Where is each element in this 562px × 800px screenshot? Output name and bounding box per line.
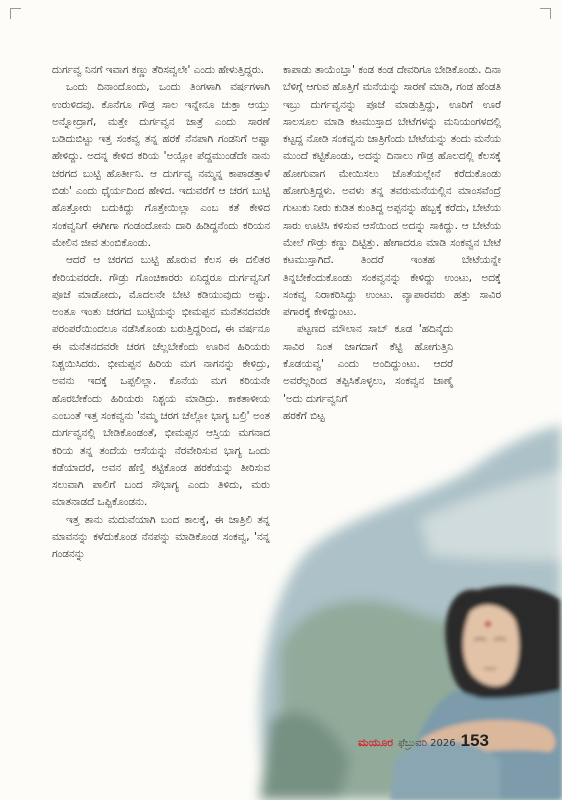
page-footer (358, 731, 489, 751)
paragraph: ಇತ್ತ ತಾನು ಮದುವೆಯಾಗಿ ಬಂದ ಕಾಲಕ್ಕೆ, ಈ ಜಾತ್ರಿಲಿ ತನ್ನ ಮಾವನನ್ನು ಕಳೆದುಕೊಂಡ ನೆನಪನ್ನು ಮಾಡಿಕೊಂಡ ಸಂಕವ್ವ, 'ನನ್ನ ಗಂಡನನ್ನು (52, 513, 270, 561)
paragraph: ಆದರೆ ಆ ಚರಗದ ಬುಟ್ಟಿ ಹೊರುವ ಕೆಲಸ ಈ ದಲಿತರ ಕೇರಿಯವರದೇ. ಗೌಡ್ರು ಗೊಂಚಿಕಾರರು ಏನಿದ್ದರೂ ದುರ್ಗವ್ವನಿಗೆ ಪೂಜೆ ಮಾಡೋದು, ಮೊದಲನೇ ಬೇಟಿ ಕಡಿಯುವುದು ಅಷ್ಟು. ಅಂತೂ ಇಂತು ಚರಗದ ಬುಟ್ಟಿಯನ್ನು ಭೀಮಪ್ಪನ ಮನೆತನದವರೇ ಪರಂಪರೆಯಿಂದಲೂ ನಡೆಸಿಕೊಂಡು ಬರುತ್ತಿದ್ದರಿಂದ, ಈ ವರ್ಷನೂ ಈ ಮನೆತನದವರೇ ಚರಗ ಚೆಲ್ಲಬೇಕೆಂದು ಊರಿನ ಹಿರಿಯರು ನಿಶ್ಚಯಿಸಿದರು. ಭೀಮಪ್ಪನ ಹಿರಿಯ ಮಗ ನಾಗನನ್ನು ಕೇಳಿದ್ರು, ಅವನು ಇದಕ್ಕೆ ಒಪ್ಪಲಿಲ್ಲಾ. ಕೊನೆಯ ಮಗ ಕರಿಯನೇ ಹೊರಬೇಕೆಂದು ಹಿರಿಯರು ನಿಶ್ಚಯ ಮಾಡಿದ್ರು. ಕಾಕತಾಳೀಯ ಎಂಬಂತೆ ಇತ್ತ ಸಂಕವ್ವನು 'ನಮ್ಮ ಚರಗ ಚೆಲ್ಲೋ ಭಾಗ್ಯ ಬಲ್ರಿ' ಅಂತ ದುರ್ಗವ್ವನಲ್ಲಿ ಬೇಡಿಕೊಂಡಂತೆ, ಭೀಮಪ್ಪನ ಆಸ್ತಿಯ ಮಗನಾದ ಕರಿಯ ತನ್ನ ತಂದೆಯ ಆಸೆಯನ್ನು ನೆರವೇರಿಸುವ ಭಾಗ್ಯ ಒಂದು ಕಡೆಯಾದರೆ, ಅವನ ಹೆಣ್ತಿ ಕಟ್ಟಿಕೊಂಡ ಹರಕೆಯನ್ನು ತೀರಿಸುವ ಸಲುವಾಗಿ ಪಾಲಿಗೆ ಬಂದ ಸೌಭಾಗ್ಯ ಎಂದು ತಿಳಿದು, ಮರು ಮಾತನಾಡದೆ ಒಪ್ಪಿಕೊಂಡನು. (52, 254, 270, 509)
paragraph: ಒಂದು ದಿನಾಂದೊಂದು, ಒಂದು ತಿಂಗಳಾಗಿ ವರ್ಷಗಳಾಗಿ ಉರುಳಿದವು. ಕೊನೆಗೂ ಗೌಡ್ರ ಸಾಲ ಇನ್ನೇನೂ ಚುಕ್ತಾ ಆಯ್ತು ಅನ್ನೋದ್ರಾಗೆ, ಮತ್ತೇ ದುರ್ಗವ್ವನ ಜಾತ್ರೆ ಎಂದು ಸಾರಣೆ ಬಡಿದುಬಿಟ್ಟು ಇತ್ತ ಸಂಕವ್ವ ತನ್ನ ಹರಕೆ ನೆನಪಾಗಿ ಗಂಡನಿಗೆ ಅಷ್ಟಾ ಹೇಳಿದ್ದು. ಅದನ್ನ ಕೇಳಿದ ಕರಿಯ 'ಅಯ್ಲೋ ಪೆದ್ದಮುಂಡೆದೇ ನಾನು ಚರಗದ ಬುಟ್ಟಿ ಹೊರ್ತೀನಿ. ಆ ದುರ್ಗವ್ವ ನಮ್ಮನ್ನ ಕಾಪಾಡತ್ತಾಳೆ ಬಿಡು' ಎಂದು ಧೈರ್ಯದಿಂದ ಹೇಳಿದ. ಇದುವರೆಗೆ ಆ ಚರಗ ಬುಟ್ಟಿ ಹೊತ್ತೋರು ಬದುಕಿದ್ದು ಗೊತ್ತೇಯಿಲ್ಲಾ ಎಂಬ ಕತೆ ಕೇಳಿದ ಸಂಕವ್ವನಿಗೆ ಈಗೀಗಾ ಗಂಡಂದೋನು ದಾರಿ ಹಿಡಿದ್ದನೆಂದು ಕರಿಯನ ಮೇಲಿನ ಜೀವ ತುಂಬಿಕೊಂಡು. (52, 81, 270, 249)
article-column-right (283, 62, 501, 425)
magazine-brand: ಮಯೂರ (358, 736, 394, 749)
article-column-left (52, 62, 270, 564)
paragraph: ದುರ್ಗವ್ವ ನಿನಗೆ ಇವಾಗ ಕಣ್ಣು ತೆರಿಸವ್ವಲೇ' ಎಂದು ಹೇಳುತ್ತಿದ್ದರು. (52, 64, 264, 76)
issue-date: ಫೆಬ್ರುವರಿ 2026 (398, 738, 456, 749)
paragraph: ಕಾಪಾಡು ತಾಯೆಂಬ್ತಾ' ಕಂಡ ಕಂಡ ದೇವರಿಗೂ ಬೇಡಿಕೊಂಡು. ದಿನಾ ಬೆಳಿಗ್ಗೆ ಆಗುವ ಹೊತ್ತಿಗೆ ಮನೆಯನ್ನು ಸಾರಣೆ ಮಾಡಿ, ಗಂಡ ಹೆಂಡತಿ ಇಬ್ರು ದುರ್ಗವ್ವನನ್ನು ಪೂಜೆ ಮಾಡುತ್ತಿದ್ದು, ಊರಿಗೆ ಊರೆ ಸಾಲಸೂಲ ಮಾಡಿ ಕಟಮುಸ್ತಾದ ಬೇಟೆಗಳನ್ನು ಮನಿಯಂಗಳದಲ್ಲಿ ಕಟ್ಟದ್ದ ನೋಡಿ ಸಂಕವ್ವನು ಜಾತ್ರಿಗೆಂದು ಬೇಟೆಯನ್ನು ತಂದು ಮನೆಯ ಮುಂದೆ ಕಟ್ಟಿಕೊಂಡು, ಅದನ್ನು ದಿನಾಲು ಗೌಡ್ರ ಹೊಲದಲ್ಲಿ ಕೆಲಸಕ್ಕೆ ಹೋಗುವಾಗ ಮೇಯಿಸಲು ಜೊತೆಯಲ್ಲೇನೆ ಕರೆದುಕೊಂಡು ಹೋಗುತ್ತಿದ್ದಳು. ಅವಳು ತನ್ನ ತವರುಮನೆಯಲ್ಲಿನ ಮಾಂಸವೆಂದ್ರೆ ಗುಟುಕು ನೀರು ಕುಡಿತ ಕುಂತಿದ್ದ ಅಪ್ಪನನ್ನು ಹಬ್ಬಕ್ಕೆ ಕರೆದು, ಬೇಟೆಯ ಸಾರು ಊಟಿಸಿ ಕಳಿಸುವ ಆಸೆಯಿಂದ ಅದನ್ನು ಸಾಕಿದ್ದು. ಆ ಬೇಟೆಯ ಮೇಲೆ ಗೌಡ್ರು ಕಣ್ಣು ದಿಟ್ಟಿತ್ತು. ಹೇಗಾದರೂ ಮಾಡಿ ಸಂಕವ್ವನ ಬೇಟೆ ಕಟಮುಸ್ತಾಗಿದೆ. ತಿಂದರೆ ಇಂತಹ ಬೇಟೆಯನ್ನೇ ತಿನ್ನಬೇಕೆಂದುಕೊಂಡು ಸಂಕವ್ವನನ್ನು ಕೇಳಿದ್ದು ಉಂಟು, ಅದಕ್ಕೆ ಸಂಕವ್ವ ನಿರಾಕರಿಸಿದ್ದು ಉಂಟು. ವ್ಯಾಪಾರವರು ಹತ್ತು ಸಾವಿರ ಪಗಾರಕ್ಕೆ ಕೇಳಿದ್ದುಂಟು. (283, 64, 501, 319)
page-number: 153 (460, 731, 489, 750)
paragraph: ಹರಕೆಗೆ ಬಿಟ್ಟ (283, 409, 325, 422)
paragraph: ಪಟ್ಟಣದ ಮೌಲಾನ ಸಾಬ್ ಕೂಡ 'ಹದಿನೈದು ಸಾವಿರ ನಿಂತ ಜಾಗದಾಗೆ ಕೆಟ್ಟಿ ಹೋಗುತ್ತಿನಿ ಕೊಡಯವ್ವ' ಎಂದು ಅಂದಿದ್ದುಂಟು. ಆದರೆ ಅವರೆಲ್ಲರಿಂದ ತಪ್ಪಿಸಿಕೊಳ್ಳಲು, ಸಂಕವ್ವನ ಜಾಣ್ಮೆ 'ಅದು ದುರ್ಗವ್ವನಿಗೆ (283, 323, 453, 405)
